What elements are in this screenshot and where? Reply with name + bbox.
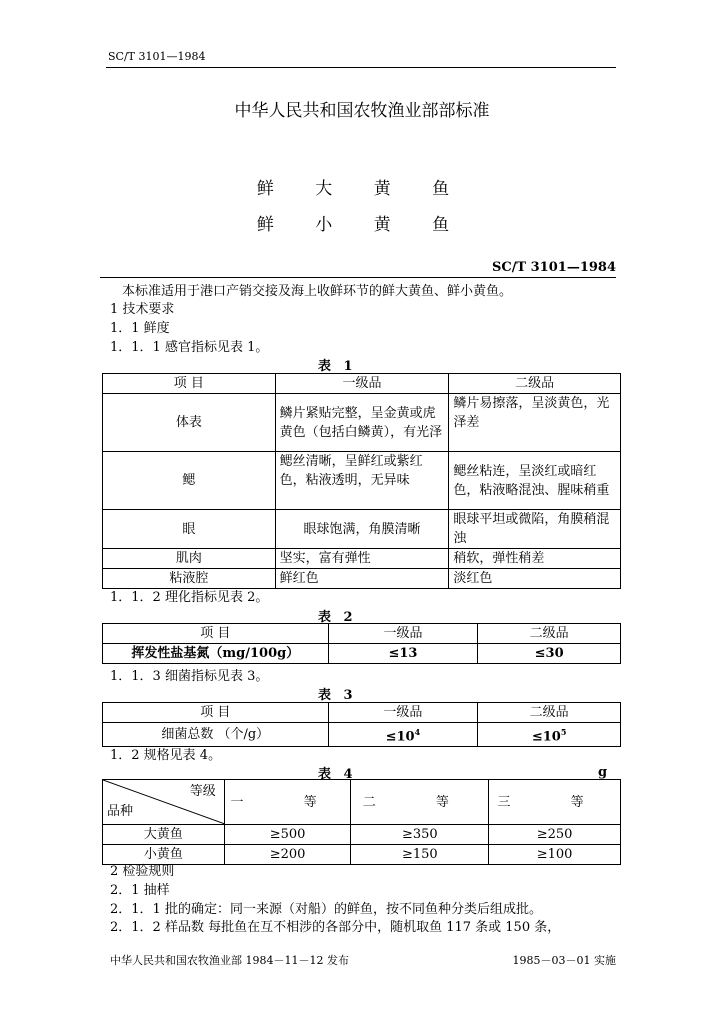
table-2 (102, 623, 621, 664)
table-row (103, 644, 621, 664)
corner-label-grade: 等级 (189, 784, 216, 799)
section-1-1-3: 1．1．3 细菌指标见表 3。 (110, 669, 269, 684)
table-cell: 鲜红色 (275, 569, 449, 589)
table-header-row (103, 780, 621, 825)
doc-code: SC/T 3101—1984 (491, 260, 616, 275)
table-cell: 眼球平坦或微陷，角膜稍混浊 (449, 510, 621, 549)
table-cell: 大黄鱼 (103, 825, 225, 845)
table-cell: ≥350 (351, 825, 489, 845)
section-2-1: 2．1 抽样 (110, 883, 170, 898)
table1-header-grade1: 一级品 (275, 374, 449, 394)
table-cell: ≥250 (489, 825, 621, 845)
value-base: ≤10 (385, 729, 415, 745)
table-cell: 淡红色 (449, 569, 621, 589)
section-2-1-2: 2．1．2 样品数 每批鱼在互不相涉的各部分中，随机取鱼 117 条或 150 条， (110, 920, 561, 935)
table4-corner-cell (103, 780, 225, 825)
table-4 (102, 779, 621, 865)
table2-header-grade1: 一级品 (328, 624, 478, 644)
table3-header-grade2: 二级品 (478, 703, 621, 723)
table-cell: 体表 (103, 394, 276, 452)
title-rule (100, 277, 616, 278)
section-2-1-1: 2．1．1 批的确定：同一来源（对船）的鲜鱼，按不同鱼种分类后组成批。 (110, 902, 542, 917)
table-cell: 鳃丝清晰，呈鲜红或紫红色，粘液透明，无异味 (275, 452, 449, 510)
table2-caption: 表 2 (318, 610, 357, 625)
table-header-row (103, 624, 621, 644)
section-1-2: 1．2 规格见表 4。 (110, 748, 222, 763)
value-exponent: 5 (560, 727, 567, 737)
table-row (103, 825, 621, 845)
table-cell: 眼 (103, 510, 276, 549)
table-header-row (103, 703, 621, 723)
table-cell: 鳞片易擦落，呈淡黄色，光泽差 (449, 394, 621, 452)
table-cell: 坚实，富有弹性 (275, 549, 449, 569)
table-row (103, 549, 621, 569)
table-row (103, 452, 621, 510)
table-cell: ≥200 (224, 845, 351, 865)
table-cell: 稍软，弹性稍差 (449, 549, 621, 569)
table4-caption: 表 4 (318, 767, 357, 782)
intro-paragraph: 本标准适用于港口产销交接及海上收鲜环节的鲜大黄鱼、鲜小黄鱼。 (122, 284, 513, 299)
value-base: ≤10 (531, 729, 561, 745)
table-cell: ≥150 (351, 845, 489, 865)
table4-header-grade1: 一 等 (224, 780, 351, 825)
table1-caption: 表 1 (318, 359, 357, 374)
section-2: 2 检验规则 (110, 864, 175, 879)
footer-effective: 1985－03－01 实施 (512, 954, 616, 967)
diagonal-header (103, 780, 224, 824)
table-cell: 眼球饱满，角膜清晰 (275, 510, 449, 549)
table-row (103, 845, 621, 865)
table1-header-item: 项 目 (103, 374, 276, 394)
doc-title-1: 鲜 大 黄 鱼 (256, 179, 468, 199)
table4-header-grade3: 三 等 (489, 780, 621, 825)
table-3 (102, 702, 621, 747)
table-cell: ≥100 (489, 845, 621, 865)
org-title: 中华人民共和国农牧渔业部部标准 (234, 101, 490, 121)
table-cell: ≥500 (224, 825, 351, 845)
table-1 (102, 373, 621, 589)
doc-title-2: 鲜 小 黄 鱼 (256, 215, 468, 235)
table3-caption: 表 3 (318, 688, 357, 703)
table-cell: 挥发性盐基氮（mg/100g） (103, 644, 329, 664)
footer-published: 中华人民共和国农牧渔业部 1984－11－12 发布 (110, 954, 349, 967)
table-cell: 肌肉 (103, 549, 276, 569)
table2-header-grade2: 二级品 (478, 624, 621, 644)
table-cell: 粘液腔 (103, 569, 276, 589)
corner-label-species: 品种 (107, 804, 134, 819)
table-cell: ≤13 (328, 644, 478, 664)
table-row (103, 394, 621, 452)
section-1-1-2: 1．1．2 理化指标见表 2。 (110, 590, 269, 605)
section-1-1: 1．1 鲜度 (110, 321, 170, 336)
table-cell: 小黄鱼 (103, 845, 225, 865)
table-cell: ≤30 (478, 644, 621, 664)
table2-header-item: 项 目 (103, 624, 329, 644)
table1-header-grade2: 二级品 (449, 374, 621, 394)
table3-header-grade1: 一级品 (328, 703, 478, 723)
header-rule (106, 67, 616, 68)
table-header-row (103, 374, 621, 394)
header-code: SC/T 3101—1984 (108, 50, 206, 63)
value-exponent: 4 (414, 727, 421, 737)
table-cell (478, 723, 621, 747)
table-cell: 鳃 (103, 452, 276, 510)
table-cell: 鳃丝粘连，呈淡红或暗红色，粘液略混浊、腥味稍重 (449, 452, 621, 510)
table-row (103, 510, 621, 549)
section-1: 1 技术要求 (110, 302, 175, 317)
table3-header-item: 项 目 (103, 703, 329, 723)
table4-unit: g (598, 765, 608, 780)
table-cell: 鳞片紧贴完整，呈金黄或虎黄色（包括白鳞黄），有光泽 (275, 394, 449, 452)
section-1-1-1: 1．1．1 感官指标见表 1。 (110, 340, 269, 355)
table4-header-grade2: 二 等 (351, 780, 489, 825)
table-cell: 细菌总数 （个/g） (103, 723, 329, 747)
table-cell (328, 723, 478, 747)
